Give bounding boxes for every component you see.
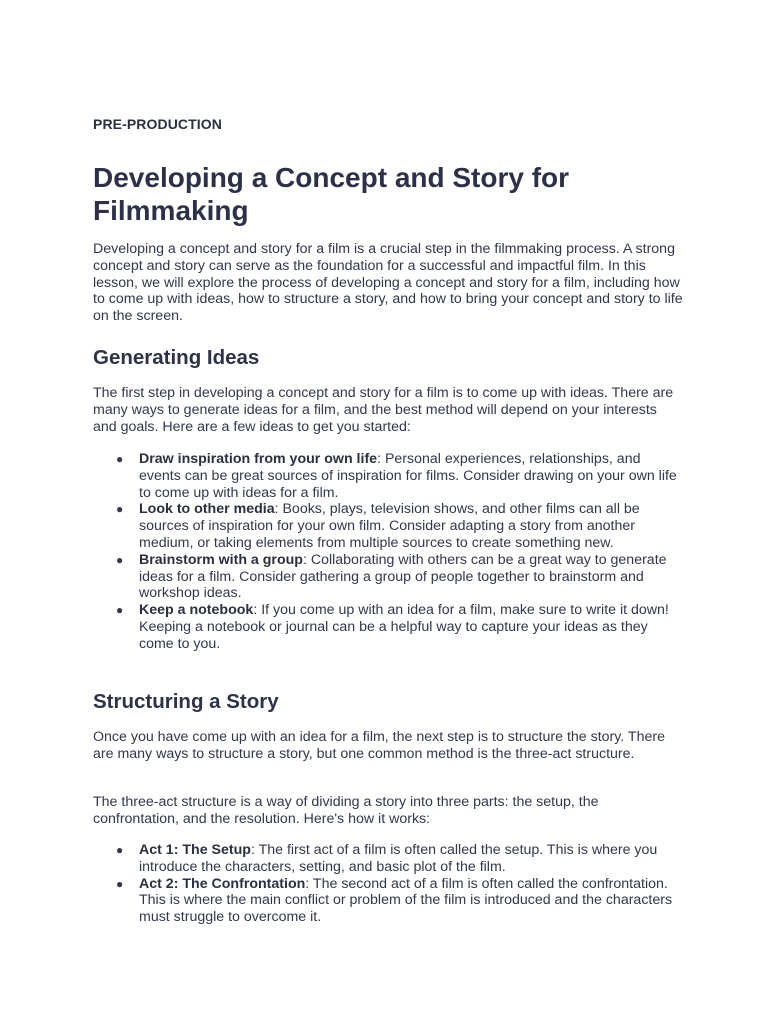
list-item-text: : Books, plays, television shows, and other films can all be sources of inspiration for your own film. Consider adapting a story from another medium, or taking elements from multiple sources to create something new. bbox=[139, 501, 640, 551]
list-item bbox=[93, 552, 683, 602]
bullet-icon: ● bbox=[116, 843, 124, 857]
structuring-paragraph-1: Once you have come up with an idea for a film, the next step is to structure the story. There are many ways to structure a story, but one common method is the three-act structure. bbox=[93, 729, 665, 762]
heading-generating-ideas: Generating Ideas bbox=[93, 346, 260, 369]
list-item-term: Keep a notebook bbox=[139, 602, 254, 619]
structuring-paragraph-2: The three-act structure is a way of dividing a story into three parts: the setup, the confrontation, and the resolution. Here's how it works: bbox=[93, 794, 599, 827]
bullet-icon: ● bbox=[116, 452, 124, 466]
list-item bbox=[93, 451, 683, 501]
list-item bbox=[93, 842, 683, 876]
section-label: PRE-PRODUCTION bbox=[93, 116, 222, 132]
bullet-icon: ● bbox=[116, 603, 124, 618]
bullet-icon: ● bbox=[116, 876, 124, 891]
list-item-text: : If you come up with an idea for a film, make sure to write it down! Keeping a notebook or journal can be a helpful way to capture your ideas as they come to you. bbox=[139, 602, 669, 652]
bullet-icon: ● bbox=[116, 552, 124, 567]
generating-ideas-paragraph: The first step in developing a concept and story for a film is to come up with ideas. There are many ways to generate ideas for a film, and the best method will depend on your interests and goals. Here are a few ideas to get you started: bbox=[93, 385, 674, 435]
ideas-list bbox=[93, 451, 683, 653]
list-item bbox=[93, 876, 683, 926]
list-item-text: : The second act of a film is often called the confrontation. This is where the main conflict or problem of the film is introduced and the characters must struggle to overcome it. bbox=[139, 875, 673, 926]
list-item-text: : The first act of a film is often called the setup. This is where you introduce the characters, setting, and basic plot of the film. bbox=[139, 842, 658, 875]
list-item-text: : Personal experiences, relationships, and events can be great sources of inspiration for films. Consider drawing on your own life to come up with ideas for a film. bbox=[139, 451, 677, 501]
list-item-term: Act 2: The Confrontation bbox=[139, 875, 306, 892]
list-item bbox=[93, 501, 683, 551]
bullet-icon: ● bbox=[116, 502, 124, 517]
list-item-text: : Collaborating with others can be a great way to generate ideas for a film. Consider gathering a group of people together to brainstorm and workshop ideas. bbox=[139, 551, 667, 602]
page-title: Developing a Concept and Story for Filmmaking bbox=[93, 162, 570, 226]
intro-paragraph: Developing a concept and story for a film is a crucial step in the filmmaking process. A strong concept and story can serve as the foundation for a successful and impactful film. In this lesson, we will explore the process of developing a concept and story for a film, including how to come up with ideas, how to structure a story, and how to bring your concept and story to life on the screen. bbox=[93, 241, 683, 325]
acts-list bbox=[93, 842, 683, 926]
list-item-term: Look to other media bbox=[139, 501, 275, 518]
list-item-term: Draw inspiration from your own life bbox=[139, 451, 378, 467]
heading-structuring-a-story: Structuring a Story bbox=[93, 690, 279, 713]
list-item-term: Brainstorm with a group bbox=[139, 551, 303, 568]
list-item-term: Act 1: The Setup bbox=[139, 842, 251, 858]
list-item bbox=[93, 602, 683, 652]
